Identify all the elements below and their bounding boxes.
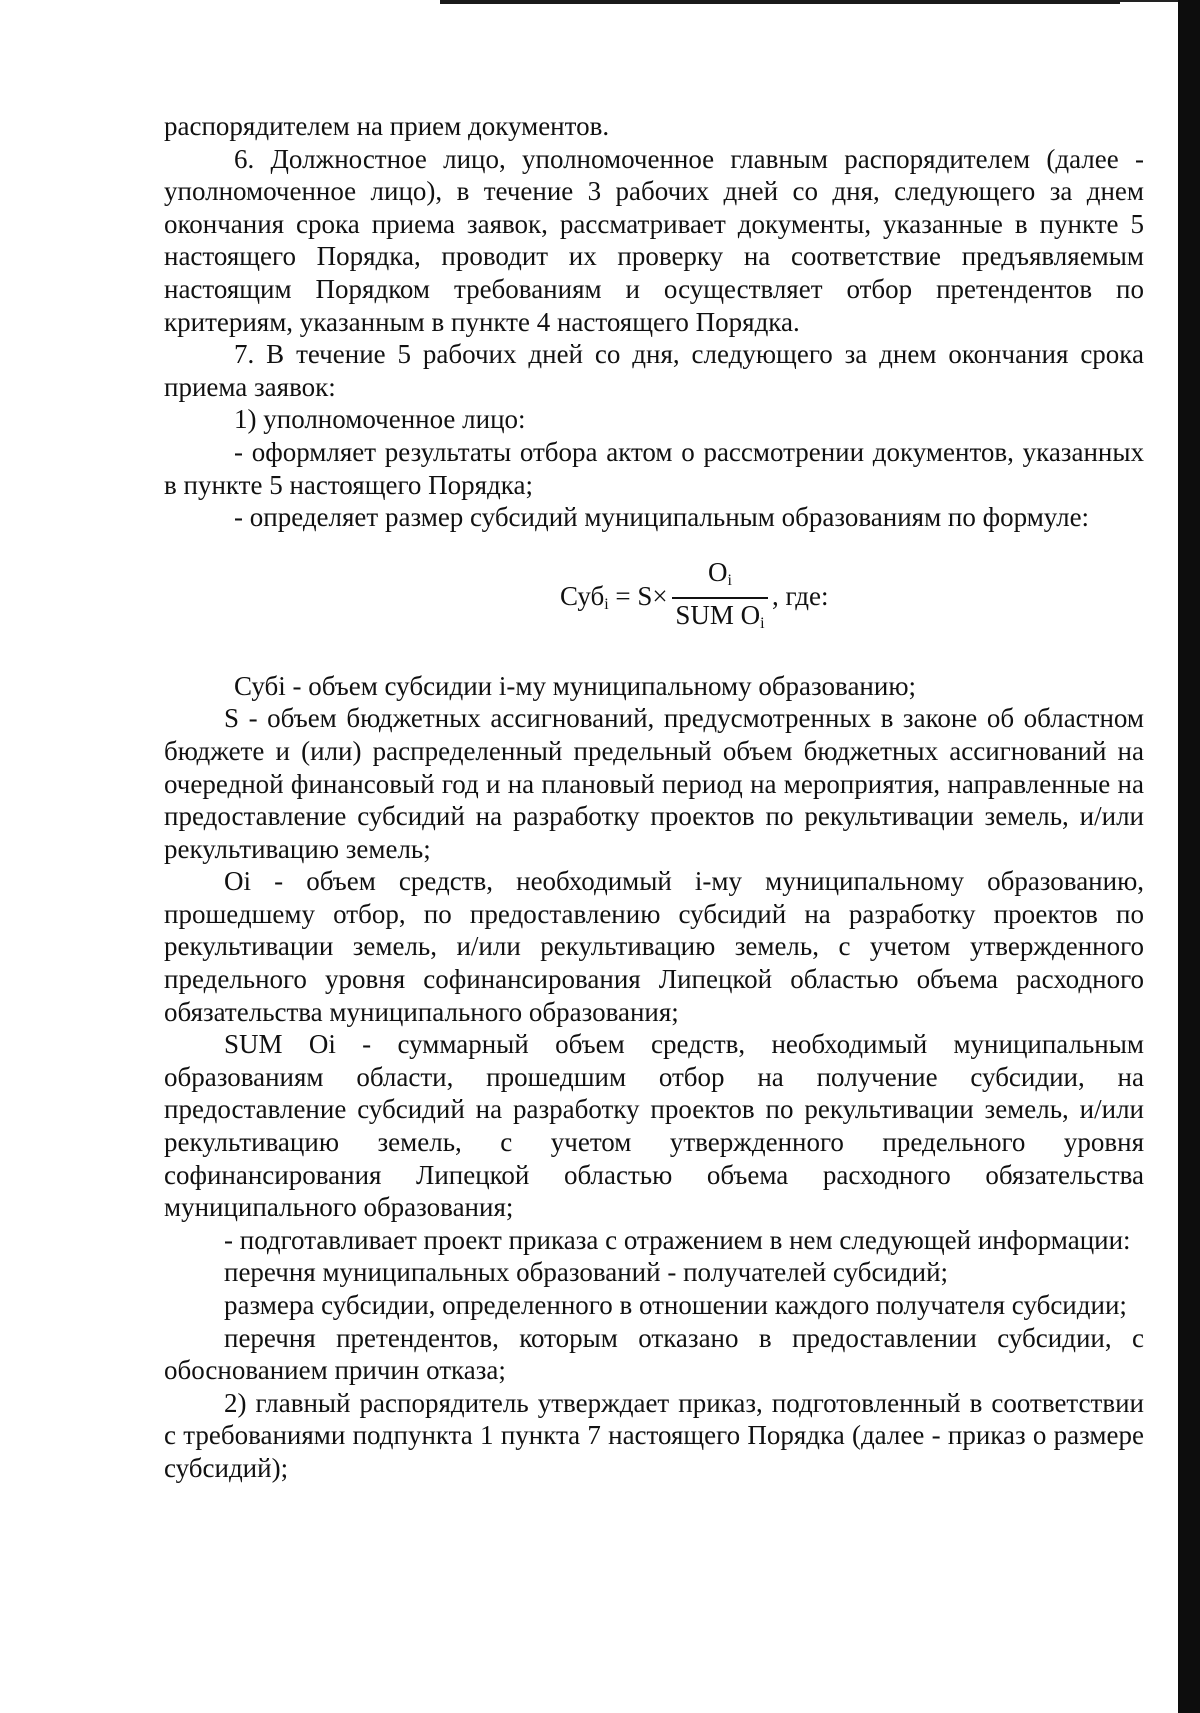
- item-determine-subsidy: - определяет размер субсидий муниципальным образованиям по формуле:: [234, 502, 1090, 533]
- formula-fraction: [670, 556, 770, 640]
- formula-lhs: [560, 580, 668, 622]
- scan-edge-right: [1178, 0, 1200, 1713]
- item-formalize-results: - оформляет результаты отбора актом о рассмотрении документов, указанных в пункте 5 настоящего Порядка;: [164, 436, 1144, 500]
- formula-numerator: [670, 556, 770, 597]
- scan-edge-top: [440, 0, 1120, 4]
- formula-numerator-subscript: i: [727, 571, 732, 589]
- paragraph-continued: распорядителем на прием документов.: [164, 111, 610, 141]
- info-item-refused: перечня претендентов, которым отказано в предоставлении субсидии, с обоснованием причин отказа;: [164, 1322, 1144, 1386]
- item-prepare-order: - подготавливает проект приказа с отражением в нем следующей информации:: [224, 1224, 1131, 1255]
- definition-oi: Oi - объем средств, необходимый i-му муниципальному образованию, прошедшему отбор, по предоставлению субсидий на разработку проектов по рекультивации земель, и/или рекультивацию земель, с учетом утвержденного предельного уровня софинансирования Липецкой областью объема расходного обязательства муниципального образования;: [164, 866, 1144, 1027]
- formula-lhs-subscript: i: [604, 595, 609, 613]
- paragraph-6: 6. Должностное лицо, уполномоченное главным распорядителем (далее - уполномоченное лицо), в течение 3 рабочих дней со дня, следующего за днем окончания срока приема заявок, рассматривает документы, указанные в пункте 5 настоящего Порядка, проводит их проверку на соответствие предъявляемым настоящим Порядком требованиям и осуществляет отбор претендентов по критериям, указанным в пункте 4 настоящего Порядка.: [164, 143, 1144, 337]
- spacer: [164, 660, 1144, 670]
- formula-lhs-text: Суб: [560, 580, 605, 611]
- formula-denominator-text: SUM O: [675, 599, 761, 630]
- definition-s: S - объем бюджетных ассигнований, предусмотренных в законе об областном бюджете и (или) распределенный предельный объем бюджетных ассигнований на очередной финансовый год и на плановый период на мероприятия, направленные на предоставление субсидий на разработку проектов по рекультивации земель, и/или рекультивацию земель;: [164, 703, 1144, 864]
- subsidy-formula: [164, 546, 1144, 646]
- formula-numerator-text: O: [708, 556, 728, 587]
- formula-denominator-subscript: i: [760, 614, 765, 632]
- subparagraph-7-2: 2) главный распорядитель утверждает приказ, подготовленный в соответствии с требованиями подпункта 1 пункта 7 настоящего Порядка (далее - приказ о размере субсидий);: [164, 1387, 1144, 1483]
- definition-sum-oi: SUM Oi - суммарный объем средств, необходимый муниципальным образованиям области, прошедшим отбор на получение субсидии, на предоставление субсидий на разработку проектов по рекультивации земель, и/или рекультивацию земель, с учетом утвержденного предельного уровня софинансирования Липецкой областью объема расходного обязательства муниципального образования;: [164, 1029, 1144, 1223]
- subparagraph-7-1: 1) уполномоченное лицо:: [234, 404, 526, 435]
- info-item-list-recipients: перечня муниципальных образований - получателей субсидий;: [224, 1257, 949, 1288]
- document-page: [164, 110, 1144, 1485]
- info-item-subsidy-size: размера субсидии, определенного в отношении каждого получателя субсидии;: [224, 1290, 1127, 1320]
- formula-denominator: [670, 599, 770, 640]
- definition-subsidy: Субi - объем субсидии i-му муниципальному образованию;: [234, 670, 917, 701]
- formula-equals: = S×: [608, 580, 668, 611]
- paragraph-7: 7. В течение 5 рабочих дней со дня, следующего за днем окончания срока приема заявок:: [164, 339, 1144, 402]
- formula-tail: , где:: [772, 580, 829, 611]
